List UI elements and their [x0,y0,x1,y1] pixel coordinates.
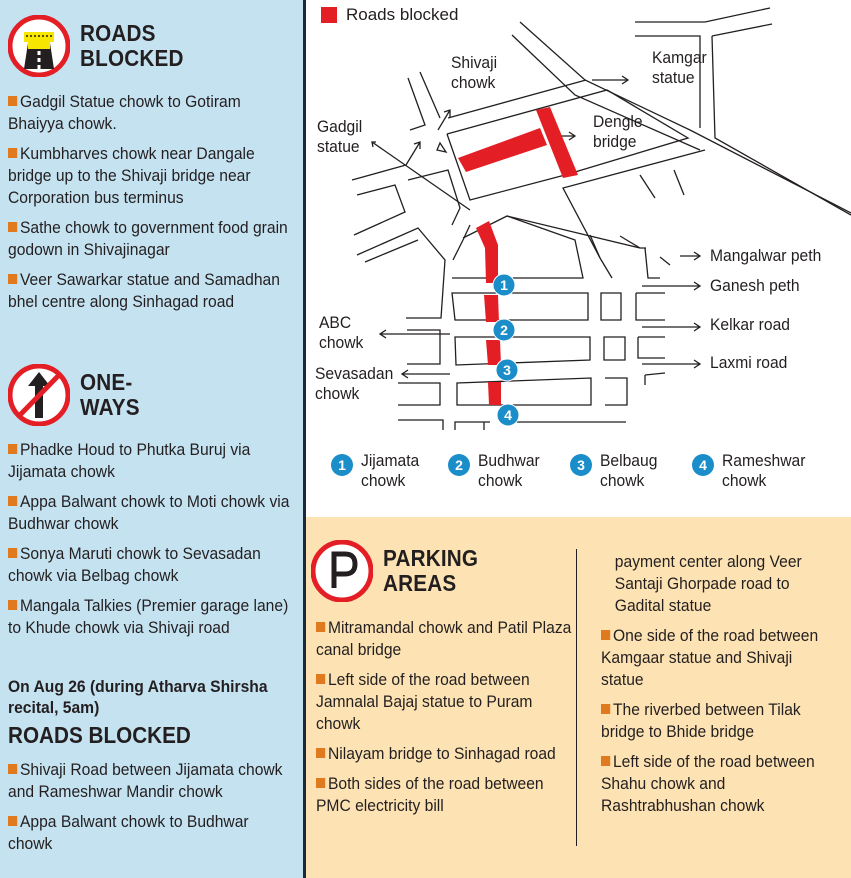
list-item: Left side of the road between Shahu chowk and Rashtrabhushan chowk [601,752,815,815]
label-abc-chowk: ABC chowk [319,313,364,352]
list-item: The riverbed between Tilak bridge to Bhide bridge [601,700,801,741]
bullet-icon [601,630,610,640]
one-ways-header [8,364,146,426]
bullet-icon [601,704,610,714]
one-ways-title: ONE- WAYS [80,369,140,420]
label-mangalwar-peth: Mangalwar peth [710,246,822,265]
label-gadgil-statue: Gadgil statue [317,117,363,156]
bullet-icon [8,600,17,610]
list-item: Sathe chowk to government food grain godown in Shivajinagar [8,218,288,259]
bullet-icon [316,748,325,758]
parking-column-divider [576,549,577,846]
bullet-icon [8,222,17,232]
marker-2-number: 2 [500,322,508,338]
list-item: Gadgil Statue chowk to Gotiram Bhaiyya chowk. [8,92,241,133]
marker-2-icon: 2 [448,454,470,476]
aug26-note: On Aug 26 (during Atharva Shirsha recital, 5am) [8,677,268,717]
bullet-icon [316,674,325,684]
list-item: Phadke Houd to Phutka Buruj via Jijamata chowk [8,440,251,481]
bullet-icon [8,274,17,284]
list-item: Mangala Talkies (Premier garage lane) to Khude chowk via Shivaji road [8,596,289,637]
list-item: Left side of the road between Jamnalal Bajaj statue to Puram chowk [316,670,533,733]
list-item-continuation: payment center along Veer Santaji Ghorpade road to Gadital statue [614,552,802,615]
label-ganesh-peth: Ganesh peth [710,276,800,295]
list-item: Mitramandal chowk and Patil Plaza canal bridge [316,618,572,659]
parking-list-col2 [601,551,821,825]
parking-sign-icon [311,540,373,602]
list-item: Both sides of the road between PMC electricity bill [316,774,544,815]
bullet-icon [8,96,17,106]
roads-blocked-header [8,15,195,77]
label-shivaji-chowk: Shivaji chowk [451,53,498,92]
list-item: Veer Sawarkar statue and Samadhan bhel centre along Sinhagad road [8,270,280,311]
no-straight-ahead-sign-icon [8,364,70,426]
list-item: Nilayam bridge to Sinhagad road [316,743,576,765]
marker-key-4: 4 Rameshwar chowk [692,451,813,491]
marker-3-number: 3 [503,362,511,378]
marker-4-icon: 4 [692,454,714,476]
parking-header [311,540,489,602]
bullet-icon [8,148,17,158]
list-item: Shivaji Road between Jijamata chowk and Rameshwar Mandir chowk [8,760,283,801]
bullet-icon [316,778,325,788]
label-kelkar-road: Kelkar road [710,315,790,334]
legend-label: Roads blocked [346,5,459,24]
list-item: Appa Balwant chowk to Budhwar chowk [8,812,249,853]
marker-3-icon: 3 [570,454,592,476]
blocked-road-swatch-icon [321,7,337,23]
label-dengle-bridge: Dengle bridge [593,112,643,151]
bullet-icon [8,496,17,506]
label-sevasadan-chowk: Sevasadan chowk [315,364,394,403]
parking-list-col1 [316,617,578,825]
bullet-icon [8,764,17,774]
marker-1-number: 1 [500,277,508,293]
bullet-icon [316,622,325,632]
parking-title: PARKING AREAS [383,545,479,596]
marker-4-number: 4 [504,407,512,423]
bullet-icon [8,816,17,826]
marker-key-3: 3 Belbaug chowk [570,451,662,491]
list-item: Kumbharves chowk near Dangale bridge up to the Shivaji bridge near Corporation bus terminus [8,144,255,207]
label-laxmi-road: Laxmi road [710,353,788,372]
roads-blocked-title: ROADS BLOCKED [80,20,184,71]
roads-blocked-list [8,91,298,321]
marker-key-2: 2 Budhwar chowk [448,451,545,491]
list-item: One side of the road between Kamgaar statue and Shivaji statue [601,626,819,689]
marker-1-icon: 1 [331,454,353,476]
bullet-icon [8,444,17,454]
aug26-list [8,759,298,863]
roadblock-sign-icon [8,15,70,77]
list-item: Appa Balwant chowk to Moti chowk via Budhwar chowk [8,492,290,533]
aug26-title: ROADS BLOCKED [8,722,191,748]
one-ways-list [8,439,298,647]
bullet-icon [601,756,610,766]
bullet-icon [8,548,17,558]
map-legend [321,5,458,25]
label-kamgar-statue: Kamgar statue [652,48,707,87]
marker-key-1: 1 Jijamata chowk [331,451,424,491]
list-item: Sonya Maruti chowk to Sevasadan chowk via Belbag chowk [8,544,261,585]
